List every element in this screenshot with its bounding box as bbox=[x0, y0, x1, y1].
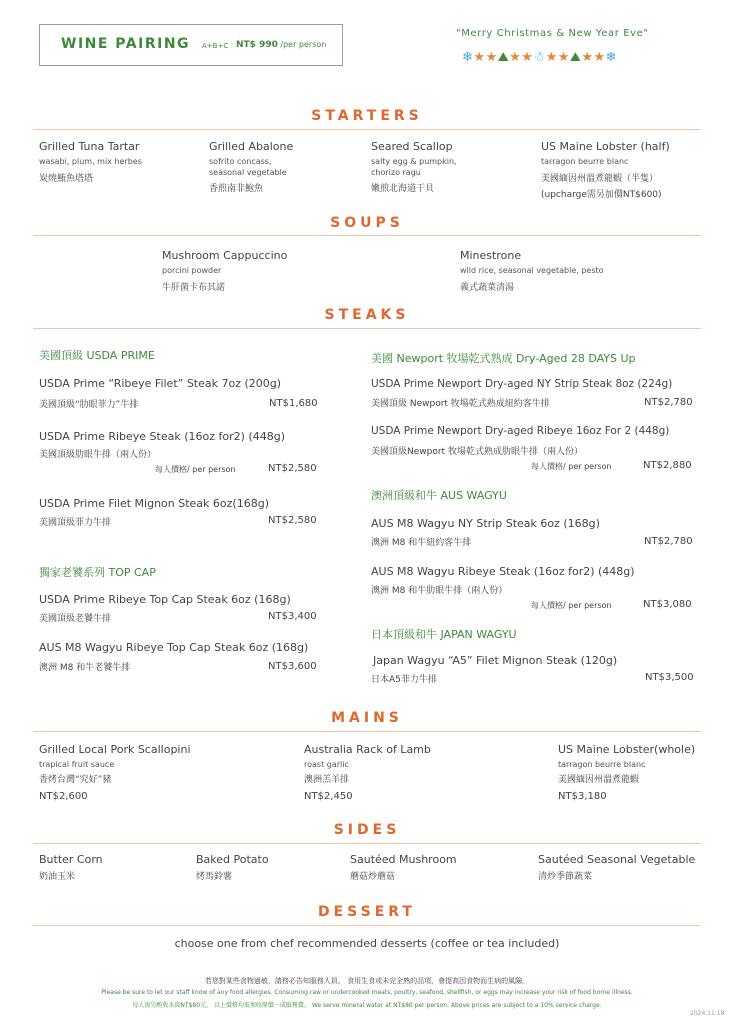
item-name-zh: 澳洲羔羊排 bbox=[304, 775, 350, 785]
starter-item bbox=[371, 140, 457, 194]
item-name-zh: 香烤台灣“究好”豬 bbox=[39, 775, 112, 785]
item-name-zh: 美國頂級肋眼牛排（兩人份） bbox=[39, 450, 157, 460]
snowflake-icon: ❄ bbox=[462, 50, 474, 65]
soup-item bbox=[162, 249, 287, 293]
divider bbox=[33, 328, 701, 329]
item-desc: tarragon beurre blanc bbox=[558, 760, 646, 769]
item-desc: wild rice, seasonal vegetable, pesto bbox=[460, 266, 604, 275]
item-name-zh: 清炒季節蔬菜 bbox=[538, 872, 593, 882]
group-top-cap: 獨家老饕系列 TOP CAP bbox=[39, 566, 156, 579]
item-name-zh: 美國頂級 Newport 牧場乾式熟成紐約客牛排 bbox=[371, 399, 550, 409]
item-price: NT$2,600 bbox=[39, 791, 88, 802]
item-desc: sofrito concass, bbox=[209, 157, 272, 166]
wine-price-unit: /per person bbox=[280, 40, 327, 49]
item-name-zh: 美國頂級老饕牛排 bbox=[39, 614, 112, 624]
item-name-zh: 澳洲 M8 和牛老饕牛排 bbox=[39, 663, 131, 673]
main-item bbox=[558, 743, 695, 802]
item-price: NT$3,500 bbox=[645, 672, 694, 683]
item-name-zh: 澳洲 M8 和牛肋眼牛排（兩人份） bbox=[371, 586, 508, 596]
side-item bbox=[350, 853, 457, 882]
starter-item bbox=[541, 140, 670, 200]
wine-pairing-price bbox=[236, 40, 326, 50]
item-name: Australia Rack of Lamb bbox=[304, 743, 431, 756]
wine-price-amount: NT$ 990 bbox=[236, 40, 278, 50]
divider bbox=[33, 843, 701, 844]
item-desc: tarragon beurre blanc bbox=[541, 157, 629, 166]
starters-title: STARTERS bbox=[311, 108, 423, 124]
per-person-note: 每人價格/ per person bbox=[531, 462, 612, 471]
item-name: Seared Scallop bbox=[371, 140, 453, 153]
star-icon: ★ bbox=[473, 50, 486, 65]
star-icon: ★ bbox=[509, 50, 522, 65]
item-name-zh: 香煎南非鮑魚 bbox=[209, 184, 264, 194]
item-name: US Maine Lobster (half) bbox=[541, 140, 670, 153]
item-name-zh: 美國頂級Newport 牧場乾式熟成肋眼牛排（兩人份） bbox=[371, 447, 583, 457]
item-name: Grilled Local Pork Scallopini bbox=[39, 743, 191, 756]
item-name-zh: 蘑菇炒蘑菇 bbox=[350, 872, 396, 882]
item-name-zh: 烤馬鈴薯 bbox=[196, 872, 233, 882]
item-price: NT$2,780 bbox=[644, 397, 693, 408]
item-name: Grilled Abalone bbox=[209, 140, 294, 153]
item-price: NT$2,780 bbox=[644, 536, 693, 547]
group-newport-dry-aged: 美國 Newport 牧場乾式熟成 Dry-Aged 28 DAYS Up bbox=[371, 352, 636, 365]
item-desc: roast garlic bbox=[304, 760, 349, 769]
holiday-greeting: "Merry Christmas & New Year Eve" bbox=[456, 28, 649, 39]
divider bbox=[33, 235, 701, 236]
item-desc: seasonal vegetable bbox=[209, 168, 287, 177]
item-name: Baked Potato bbox=[196, 853, 269, 866]
star-icon: ★ bbox=[593, 50, 606, 65]
soup-item bbox=[460, 249, 604, 293]
soups-title: SOUPS bbox=[330, 215, 404, 231]
star-icon: ★ bbox=[581, 50, 594, 65]
snowflake-icon: ❄ bbox=[605, 50, 618, 65]
item-name: USDA Prime Newport Dry-aged NY Strip Steak 8oz (224g) bbox=[371, 378, 673, 390]
item-name: AUS M8 Wagyu Ribeye Steak (16oz for2) (448g) bbox=[371, 565, 635, 578]
group-aus-wagyu: 澳洲頂級和牛 AUS WAGYU bbox=[371, 489, 507, 502]
side-item bbox=[196, 853, 269, 882]
steaks-title: STEAKS bbox=[324, 307, 410, 323]
item-name: US Maine Lobster(whole) bbox=[558, 743, 696, 756]
divider bbox=[33, 731, 701, 732]
star-icon: ★ bbox=[557, 50, 570, 65]
item-name-zh: 澳洲 M8 和牛紐約客牛排 bbox=[371, 538, 472, 548]
item-name: Sautéed Mushroom bbox=[350, 853, 457, 866]
service-charge-notice: 每人需另酌收水資NT$80元。 以上價格均需加收原價一成服務費。 We serve mineral water at NT$80 per person. Above prices are subject to a 10% service charge. bbox=[132, 1002, 602, 1009]
item-name-zh: 美國頂級菲力牛排 bbox=[39, 518, 112, 528]
item-desc: trapical fruit sauce bbox=[39, 760, 115, 769]
per-person-note: 每人價格/ per person bbox=[531, 601, 612, 610]
divider bbox=[33, 129, 701, 130]
item-name: AUS M8 Wagyu Ribeye Top Cap Steak 6oz (168g) bbox=[39, 641, 309, 654]
item-name-zh: 美國緬因州溫煮龍蝦 bbox=[558, 775, 640, 785]
per-person-note: 每人價格/ per person bbox=[155, 465, 236, 474]
starter-item bbox=[39, 140, 142, 184]
wine-pairing-box bbox=[39, 24, 343, 66]
dessert-description: choose one from chef recommended desserts (coffee or tea included) bbox=[174, 937, 560, 950]
item-price: NT$3,400 bbox=[268, 611, 317, 622]
item-desc: salty egg & pumpkin, bbox=[371, 157, 457, 166]
star-icon: ★ bbox=[545, 50, 558, 65]
item-name: USDA Prime Ribeye Top Cap Steak 6oz (168g) bbox=[39, 593, 291, 606]
item-price: NT$2,580 bbox=[268, 515, 317, 526]
allergy-notice-zh: 若您對某些食物過敏，請務必告知服務人員。 食用生食或未完全熟的品項，會提高因食物而生病的風險。 bbox=[204, 977, 530, 985]
item-desc: chorizo ragu bbox=[371, 168, 421, 177]
star-icon: ★ bbox=[485, 50, 498, 65]
item-name: USDA Prime Filet Mignon Steak 6oz(168g) bbox=[39, 497, 269, 510]
sides-title: SIDES bbox=[333, 822, 401, 838]
item-name: USDA Prime “Ribeye Filet” Steak 7oz (200g) bbox=[39, 377, 282, 390]
item-name: AUS M8 Wagyu NY Strip Steak 6oz (168g) bbox=[371, 517, 600, 530]
item-price: NT$2,450 bbox=[304, 791, 353, 802]
group-usda-prime: 美國頂級 USDA PRIME bbox=[39, 349, 155, 362]
tree-icon: ⛰ bbox=[497, 50, 510, 65]
item-desc: wasabi, plum, mix herbes bbox=[39, 157, 142, 166]
main-item bbox=[304, 743, 431, 802]
allergy-notice-en: Please be sure to let our staff know of any food allergies. Consuming raw or undercooked meats, poultry, seafood, shellfish, or eggs may increase your risk of food borne illness. bbox=[101, 989, 633, 996]
starter-item bbox=[209, 140, 293, 194]
snowman-icon: ☃ bbox=[533, 50, 546, 65]
item-price: NT$3,600 bbox=[268, 661, 317, 672]
item-price: NT$3,180 bbox=[558, 791, 607, 802]
side-item bbox=[39, 853, 103, 882]
item-desc: porcini powder bbox=[162, 266, 222, 275]
item-name-zh: 牛肝菌卡布其諾 bbox=[162, 283, 226, 293]
item-name: Minestrone bbox=[460, 249, 522, 262]
item-name-zh: 奶油玉米 bbox=[39, 872, 76, 882]
menu-date: 2024.11.18 bbox=[690, 1010, 725, 1017]
item-name-zh: 美國頂級“肋眼菲力”牛排 bbox=[39, 400, 139, 410]
item-price: NT$1,680 bbox=[269, 398, 318, 409]
dessert-title: DESSERT bbox=[318, 904, 416, 920]
item-name-zh: 炭燒鮪魚塔塔 bbox=[39, 174, 94, 184]
item-name-zh: 美國緬因州溫煮龍蝦（半隻） bbox=[541, 174, 659, 184]
side-item bbox=[538, 853, 695, 882]
item-name: Japan Wagyu “A5” Filet Mignon Steak (120g) bbox=[373, 654, 618, 667]
item-name: Mushroom Cappuccino bbox=[162, 249, 288, 262]
tree-icon: ⛰ bbox=[569, 50, 582, 65]
wine-pairing-title: WINE PAIRING bbox=[61, 36, 191, 52]
mains-title: MAINS bbox=[331, 710, 403, 726]
item-price: NT$2,580 bbox=[268, 463, 317, 474]
group-japan-wagyu: 日本頂級和牛 JAPAN WAGYU bbox=[371, 628, 517, 641]
item-name: USDA Prime Newport Dry-aged Ribeye 16oz For 2 (448g) bbox=[371, 425, 670, 437]
item-price: NT$3,080 bbox=[643, 599, 692, 610]
item-name-zh: 嫩煎北海道干貝 bbox=[371, 184, 435, 194]
main-item bbox=[39, 743, 191, 802]
wine-pairing-combo: A+B+C bbox=[202, 42, 229, 50]
star-icon: ★ bbox=[521, 50, 534, 65]
item-name: Butter Corn bbox=[39, 853, 103, 866]
item-name: USDA Prime Ribeye Steak (16oz for2) (448g) bbox=[39, 430, 285, 443]
divider bbox=[33, 925, 701, 926]
item-name-zh: 義式蔬菜清湯 bbox=[460, 283, 515, 293]
item-upcharge: (upcharge需另加價NT$600) bbox=[541, 190, 662, 200]
item-name: Grilled Tuna Tartar bbox=[39, 140, 140, 153]
holiday-decoration bbox=[462, 50, 617, 66]
item-name: Sautéed Seasonal Vegetable bbox=[538, 853, 696, 866]
item-price: NT$2,880 bbox=[643, 460, 692, 471]
item-name-zh: 日本A5菲力牛排 bbox=[371, 675, 437, 685]
